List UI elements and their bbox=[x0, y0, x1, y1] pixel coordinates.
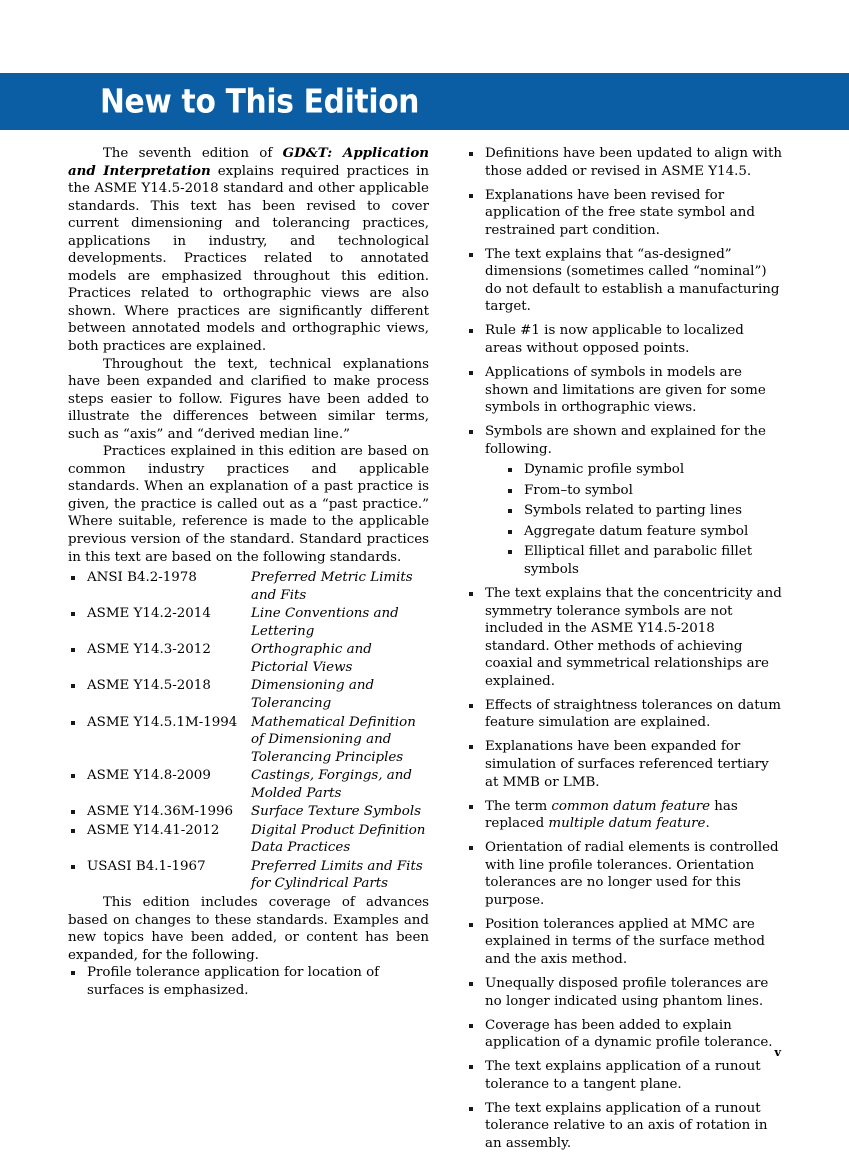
text-run: Symbols are shown and explained for the following. bbox=[485, 424, 766, 457]
text-run: Unequally disposed profile tolerances are no longer indicated using phantom lines. bbox=[485, 975, 769, 1009]
standard-code: ASME Y14.2-2014 bbox=[87, 606, 211, 622]
body-paragraph bbox=[68, 145, 429, 356]
text-run: Explanations have been revised for application of the free state symbol and restrained part condition. bbox=[485, 187, 755, 238]
list-item bbox=[466, 697, 782, 732]
standard-row bbox=[87, 641, 429, 676]
text-run: Position tolerances applied at MMC are explained in terms of the surface method and the axis method. bbox=[485, 916, 765, 967]
text-run: Explanations have been expanded for simulation of surfaces referenced tertiary at MMB or LMB. bbox=[485, 739, 769, 790]
list-item bbox=[466, 839, 782, 909]
text-run: Applications of symbols in models are shown and limitations are given for some symbols in orthographic views. bbox=[485, 365, 766, 416]
list-item bbox=[466, 423, 782, 578]
page-number: v bbox=[774, 1045, 781, 1059]
closing-paragraph: This edition includes coverage of advances based on changes to these standards. Examples and new topics have been added, or content has been expanded, for the following. bbox=[68, 894, 429, 963]
text-run: Definitions have been updated to align with those added or revised in ASME Y14.5. bbox=[485, 146, 782, 179]
standard-entry bbox=[68, 822, 429, 857]
standard-row bbox=[87, 605, 429, 640]
standard-row bbox=[87, 767, 429, 802]
standard-code: ASME Y14.8-2009 bbox=[87, 768, 211, 784]
standard-entry bbox=[68, 605, 429, 640]
standard-title: Dimensioning and Tolerancing bbox=[251, 678, 375, 711]
text-run: Practices explained in this edition are based on common industry practices and applicable standards. When an explanation of a past practice is given, the practice is called out as a “past practice.” Where suitable, reference is made to the applicable previous version of the standard. Standard practices in this text are based on the following standards. bbox=[68, 444, 429, 565]
text-run: explains required practices in the ASME Y14.5-2018 standard and other applicable standards. This text has been revised to cover current dimensioning and tolerancing practices, applications in industry, and technological developments. Practices related to annotated models are emphasized throughout this edition. Practices related to orthographic views are also shown. Where practices are significantly different between annotated models and orthographic views, both practices are explained. bbox=[68, 163, 429, 355]
standard-entry bbox=[68, 569, 429, 604]
text-run: The term bbox=[485, 798, 552, 814]
nested-list-item: Elliptical fillet and parabolic fillet symbols bbox=[505, 543, 782, 578]
closing-bullet-list bbox=[68, 964, 429, 999]
standard-code: ASME Y14.3-2012 bbox=[87, 642, 211, 658]
emphasis-italic: common datum feature bbox=[551, 798, 711, 814]
standard-row bbox=[87, 569, 429, 604]
standard-title: Preferred Metric Limits and Fits bbox=[251, 570, 413, 603]
right-column bbox=[466, 145, 782, 1152]
text-run: . bbox=[705, 816, 710, 832]
standard-code: ANSI B4.2-1978 bbox=[87, 570, 197, 586]
standard-title: Surface Texture Symbols bbox=[251, 804, 421, 820]
text-run: The text explains that the concentricity and symmetry tolerance symbols are not included in the ASME Y14.5-2018 standard. Other methods of achieving coaxial and symmetrical relationships are explained. bbox=[485, 586, 782, 689]
standard-code: ASME Y14.36M-1996 bbox=[87, 804, 234, 820]
text-run: The text explains application of a runout tolerance relative to an axis of rotation in an assembly. bbox=[485, 1100, 768, 1151]
list-item bbox=[466, 916, 782, 969]
text-run: Rule #1 is now applicable to localized areas without opposed points. bbox=[485, 323, 744, 356]
emphasis-italic: multiple datum feature bbox=[548, 816, 706, 832]
standard-entry bbox=[68, 677, 429, 712]
text-run: The text explains application of a runout tolerance to a tangent plane. bbox=[485, 1059, 761, 1092]
text-run: Coverage has been added to explain application of a dynamic profile tolerance. bbox=[485, 1017, 773, 1051]
standard-entry bbox=[68, 767, 429, 802]
standard-entry bbox=[68, 858, 429, 893]
left-column bbox=[68, 145, 429, 999]
list-item bbox=[466, 975, 782, 1010]
standard-row bbox=[87, 803, 429, 821]
list-item bbox=[466, 1058, 782, 1093]
standards-reference-list bbox=[68, 569, 429, 893]
body-paragraph bbox=[68, 356, 429, 444]
text-run: Effects of straightness tolerances on datum feature simulation are explained. bbox=[485, 697, 781, 731]
standard-entry bbox=[68, 714, 429, 767]
standard-code: ASME Y14.5.1M-1994 bbox=[87, 714, 238, 730]
text-run: The text explains that “as-designed” dimensions (sometimes called “nominal”) do not default to establish a manufacturing target. bbox=[485, 246, 780, 315]
standard-code: USASI B4.1-1967 bbox=[87, 858, 206, 874]
standard-title: Digital Product Definition Data Practices bbox=[251, 822, 426, 856]
page-title: New to This Edition bbox=[100, 81, 420, 121]
emphasis-bold-italic: GD&T: Application and Interpretation bbox=[68, 145, 429, 179]
standard-code: ASME Y14.41-2012 bbox=[87, 822, 220, 838]
page-header-banner bbox=[0, 73, 849, 130]
standard-row bbox=[87, 822, 429, 857]
nested-bullet-list bbox=[485, 461, 782, 578]
body-paragraph bbox=[68, 443, 429, 566]
text-run: Throughout the text, technical explanations have been expanded and clarified to make process steps easier to follow. Figures have been added to illustrate the differences between similar terms, such as “axis” and “derived median line.” bbox=[68, 356, 429, 442]
list-item bbox=[466, 145, 782, 180]
text-run: has replaced bbox=[485, 798, 738, 832]
list-item: Profile tolerance application for location of surfaces is emphasized. bbox=[68, 964, 429, 999]
standard-row bbox=[87, 677, 429, 712]
standard-title: Orthographic and Pictorial Views bbox=[251, 642, 372, 675]
text-run: The seventh edition of bbox=[102, 146, 283, 161]
list-item bbox=[466, 364, 782, 417]
nested-list-item: From–to symbol bbox=[505, 482, 782, 500]
list-item bbox=[466, 798, 782, 833]
list-item bbox=[466, 322, 782, 357]
nested-list-item: Aggregate datum feature symbol bbox=[505, 523, 782, 541]
standard-title: Preferred Limits and Fits for Cylindrical Parts bbox=[251, 858, 423, 892]
nested-list-item: Dynamic profile symbol bbox=[505, 461, 782, 479]
list-item bbox=[466, 187, 782, 240]
standard-entry bbox=[68, 641, 429, 676]
intro-paragraphs bbox=[68, 145, 429, 566]
standard-title: Mathematical Definition of Dimensioning and Tolerancing Principles bbox=[251, 714, 416, 765]
text-run: Orientation of radial elements is controlled with line profile tolerances. Orientation tolerances are no longer used for this purpose. bbox=[485, 840, 779, 908]
standard-row bbox=[87, 714, 429, 767]
standard-entry bbox=[68, 803, 429, 821]
list-item bbox=[466, 1100, 782, 1152]
list-item bbox=[466, 246, 782, 316]
standard-code: ASME Y14.5-2018 bbox=[87, 678, 211, 694]
list-item bbox=[466, 738, 782, 791]
standard-title: Line Conventions and Lettering bbox=[251, 606, 399, 639]
list-item bbox=[466, 1017, 782, 1052]
nested-list-item: Symbols related to parting lines bbox=[505, 502, 782, 520]
standard-row bbox=[87, 858, 429, 893]
standard-title: Castings, Forgings, and Molded Parts bbox=[251, 768, 412, 801]
list-item bbox=[466, 585, 782, 690]
whats-new-bullet-list bbox=[466, 145, 782, 1152]
